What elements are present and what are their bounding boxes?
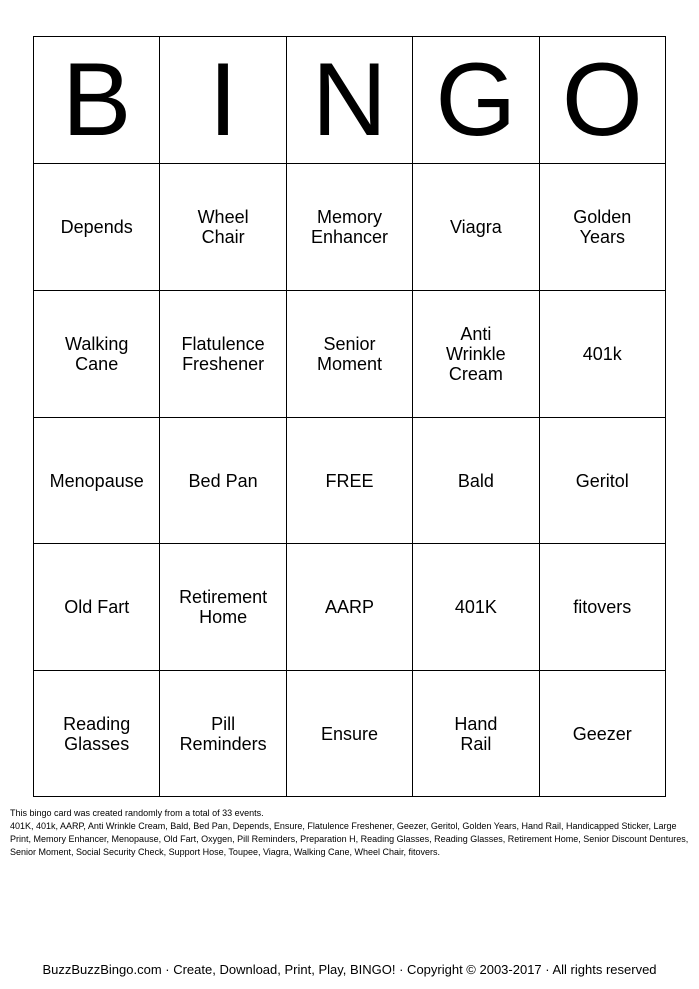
bingo-row-1 bbox=[34, 164, 666, 291]
bingo-cell: Bed Pan bbox=[160, 418, 286, 544]
bingo-card bbox=[33, 36, 666, 797]
bingo-row-2 bbox=[34, 291, 666, 418]
bingo-header-row bbox=[34, 37, 666, 164]
bingo-cell: Ensure bbox=[286, 671, 412, 797]
bingo-cell: Hand Rail bbox=[413, 671, 539, 797]
bingo-cell: Menopause bbox=[34, 418, 160, 544]
bingo-cell: Geezer bbox=[539, 671, 665, 797]
header-letter-n: N bbox=[286, 37, 412, 164]
bingo-cell: Anti Wrinkle Cream bbox=[413, 291, 539, 418]
bingo-cell: Flatulence Freshener bbox=[160, 291, 286, 418]
bingo-cell: Senior Moment bbox=[286, 291, 412, 418]
card-footnote bbox=[10, 807, 690, 859]
bingo-cell: Golden Years bbox=[539, 164, 665, 291]
footnote-event-list: 401K, 401k, AARP, Anti Wrinkle Cream, Bald, Bed Pan, Depends, Ensure, Flatulence Freshener, Geezer, Geritol, Golden Years, Hand Rail, Handicapped Sticker, Large Print, Memory Enhancer, Menopause, Old Fart, Oxygen, Pill Reminders, Preparation H, Reading Glasses, Reading Glasses, Retirement Home, Senior Discount Dentures, Senior Moment, Social Security Check, Support Hose, Toupee, Viagra, Walking Cane, Wheel Chair, fitovers. bbox=[10, 821, 689, 857]
bingo-cell: Walking Cane bbox=[34, 291, 160, 418]
bingo-row-4 bbox=[34, 544, 666, 671]
header-letter-i: I bbox=[160, 37, 286, 164]
bingo-cell: Geritol bbox=[539, 418, 665, 544]
bingo-cell: fitovers bbox=[539, 544, 665, 671]
bingo-cell: 401k bbox=[539, 291, 665, 418]
bingo-cell: Memory Enhancer bbox=[286, 164, 412, 291]
bingo-cell: Viagra bbox=[413, 164, 539, 291]
bingo-row-3 bbox=[34, 418, 666, 544]
bingo-cell: Old Fart bbox=[34, 544, 160, 671]
header-letter-b: B bbox=[34, 37, 160, 164]
header-letter-g: G bbox=[413, 37, 539, 164]
bingo-cell: Pill Reminders bbox=[160, 671, 286, 797]
bingo-cell: 401K bbox=[413, 544, 539, 671]
bingo-cell: Reading Glasses bbox=[34, 671, 160, 797]
bingo-cell: AARP bbox=[286, 544, 412, 671]
footnote-intro: This bingo card was created randomly from a total of 33 events. bbox=[10, 808, 264, 818]
bingo-row-5 bbox=[34, 671, 666, 797]
free-space-cell: FREE bbox=[286, 418, 412, 544]
bingo-cell: Wheel Chair bbox=[160, 164, 286, 291]
bingo-cell: Retirement Home bbox=[160, 544, 286, 671]
bingo-cell: Depends bbox=[34, 164, 160, 291]
site-footer: BuzzBuzzBingo.com · Create, Download, Print, Play, BINGO! · Copyright © 2003-2017 · All rights reserved bbox=[42, 962, 657, 977]
bingo-cell: Bald bbox=[413, 418, 539, 544]
header-letter-o: O bbox=[539, 37, 665, 164]
